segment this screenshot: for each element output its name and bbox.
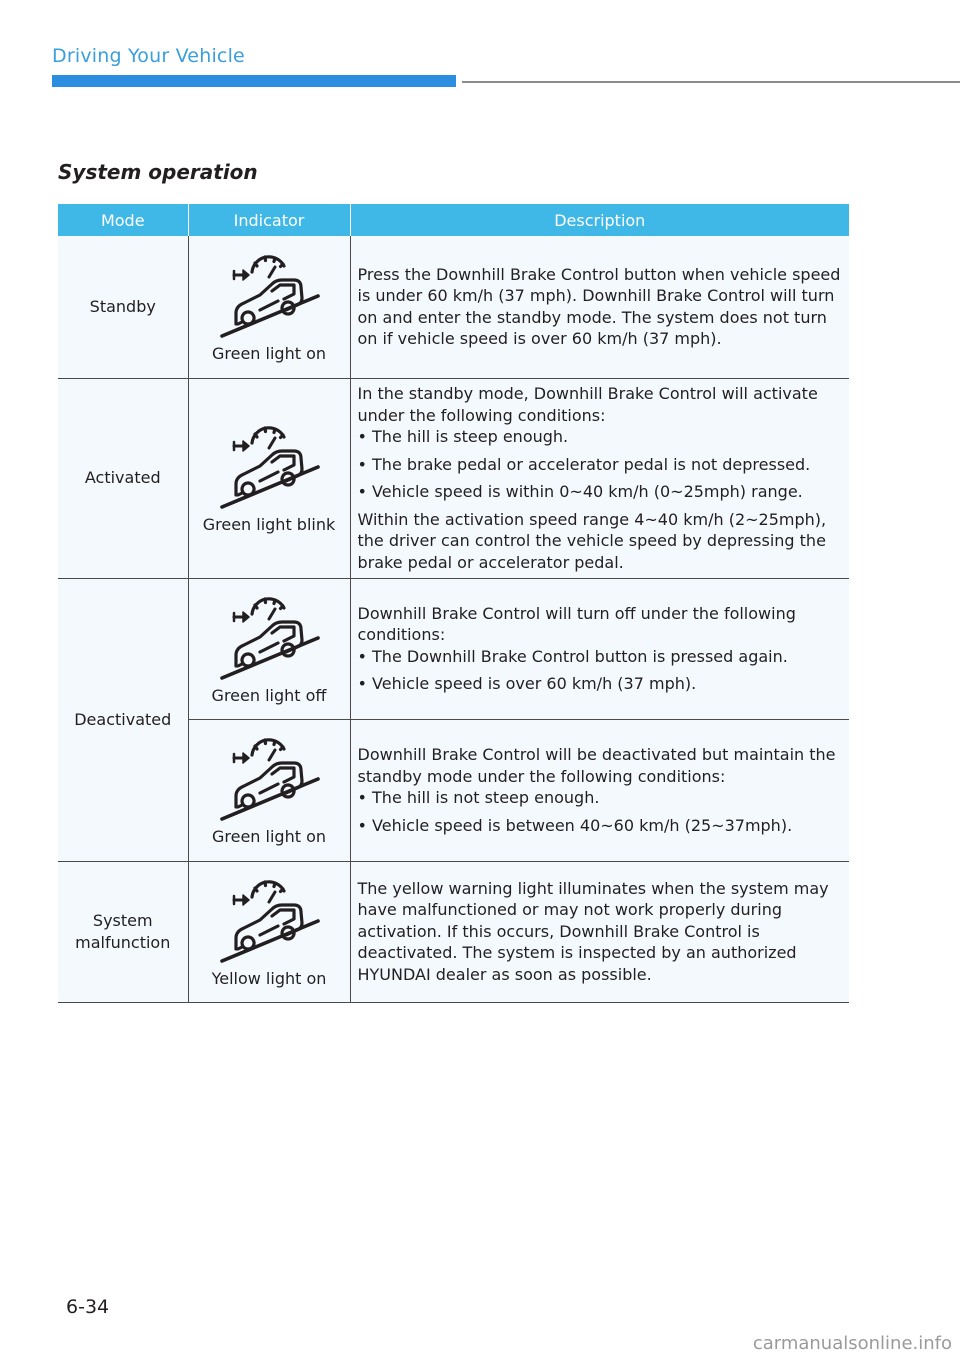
table-row — [58, 578, 849, 719]
indicator-label: Green light off — [211, 685, 327, 705]
system-operation-table — [58, 204, 849, 1003]
downhill-brake-control-icon — [214, 875, 324, 967]
description-text: Press the Downhill Brake Control button when vehicle speed is under 60 km/h (37 mph). Downhill Brake Control will turn on and enter the standby mode. The system does not turn on if vehicle speed is over 60 km/h (37 mph). — [357, 264, 841, 349]
table-row — [58, 861, 849, 1002]
indicator-cell — [188, 378, 350, 578]
mode-label: System malfunction — [75, 910, 171, 952]
mode-cell: Standby — [58, 236, 188, 378]
bullet-item: • The brake pedal or accelerator pedal is not depressed. — [357, 454, 811, 474]
indicator-cell — [188, 236, 350, 378]
indicator-label: Green light on — [211, 343, 326, 363]
indicator-cell — [188, 719, 350, 861]
mode-cell: Deactivated — [58, 578, 188, 861]
header-accent-bar — [52, 75, 456, 87]
downhill-brake-control-icon — [214, 250, 324, 342]
description-cell — [350, 236, 849, 378]
table-row — [58, 236, 849, 378]
mode-cell: Activated — [58, 378, 188, 578]
indicator-label: Yellow light on — [211, 968, 327, 988]
description-cell — [350, 378, 849, 578]
bullet-item: • Vehicle speed is within 0~40 km/h (0~25mph) range. — [357, 482, 803, 501]
bullet-item: • The Downhill Brake Control button is pressed again. — [357, 646, 788, 666]
downhill-brake-control-icon — [214, 421, 324, 513]
description-text: Downhill Brake Control will be deactivated but maintain the standby mode under the following conditions: — [357, 745, 836, 786]
chapter-title: Driving Your Vehicle — [52, 45, 245, 67]
header-rule — [462, 81, 960, 83]
description-cell — [350, 578, 849, 719]
description-cell — [350, 861, 849, 1002]
table-row — [58, 378, 849, 578]
header-description: Description — [350, 204, 849, 236]
header-indicator: Indicator — [188, 204, 350, 236]
description-text: Downhill Brake Control will turn off under the following conditions: — [357, 603, 796, 644]
bullet-item: • The hill is not steep enough. — [357, 788, 600, 807]
section-title: System operation — [58, 160, 258, 184]
indicator-label: Green light blink — [202, 515, 336, 534]
description-text: In the standby mode, Downhill Brake Control will activate under the following conditions: — [357, 384, 818, 425]
indicator-cell — [188, 578, 350, 719]
description-followup: Within the activation speed range 4~40 km/h (2~25mph), the driver can control the vehicle speed by depressing the brake pedal or accelerator pedal. — [357, 509, 827, 572]
description-cell — [350, 719, 849, 861]
indicator-label: Green light on — [211, 827, 326, 846]
indicator-cell — [188, 861, 350, 1002]
downhill-brake-control-icon — [214, 733, 324, 825]
page-number: 6-34 — [66, 1296, 110, 1318]
bullet-item: • Vehicle speed is over 60 km/h (37 mph). — [357, 674, 697, 693]
bullet-item: • The hill is steep enough. — [357, 427, 569, 446]
downhill-brake-control-icon — [214, 592, 324, 684]
header-mode: Mode — [58, 204, 188, 236]
table-header-row — [58, 204, 849, 236]
mode-cell — [58, 861, 188, 1002]
bullet-item: • Vehicle speed is between 40~60 km/h (25~37mph). — [357, 815, 793, 835]
watermark: carmanualsonline.info — [752, 1333, 952, 1354]
description-text: The yellow warning light illuminates when the system may have malfunctioned or may not work properly during activation. If this occurs, Downhill Brake Control is deactivated. The system is inspected by an authorized HYUNDAI dealer as soon as possible. — [357, 878, 829, 984]
